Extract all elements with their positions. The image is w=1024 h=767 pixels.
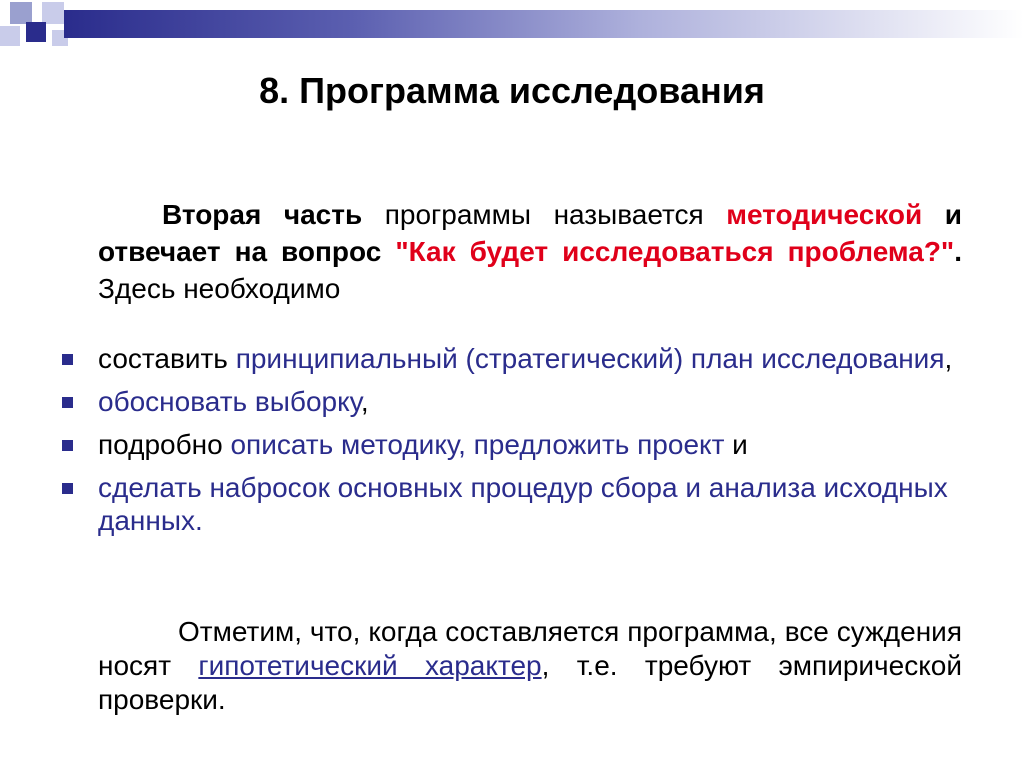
decor-square: [0, 26, 20, 46]
item-text: ,: [944, 343, 953, 374]
decor-square: [42, 2, 64, 24]
intro-text: программы называется: [362, 199, 727, 230]
list-item: [60, 428, 960, 461]
conclusion-text: , т.е. требуют эмпирической проверки.: [98, 650, 962, 715]
intro-period: .: [954, 236, 962, 267]
item-text: подробно: [98, 429, 231, 460]
item-highlight: обосновать выборку: [98, 386, 361, 417]
decor-square: [26, 22, 46, 42]
item-highlight: сделать набросок основных процедур сбора и анализа исходных данных.: [98, 472, 948, 536]
intro-emphasis: Вторая часть: [162, 199, 363, 230]
list-item: [60, 385, 960, 418]
hypothetical-link[interactable]: гипотетический характер: [198, 650, 542, 681]
task-list: [60, 342, 960, 547]
conclusion-text: Отметим, что, когда составляется программа, все суждения носят: [98, 616, 962, 681]
slide-title: 8. Программа исследования: [259, 70, 765, 111]
bullet-square-icon: [62, 354, 73, 365]
intro-emphasis: и отвечает на вопрос: [98, 199, 962, 267]
item-highlight: принципиальный (стратегический) план исследования: [235, 343, 945, 374]
bullet-square-icon: [62, 397, 73, 408]
list-item: [60, 342, 960, 375]
item-text: и: [724, 429, 748, 460]
header-gradient-bar: [64, 10, 1024, 38]
intro-text: Здесь необходимо: [98, 273, 341, 304]
intro-highlight: методической: [726, 199, 923, 230]
intro-question: "Как будет исследоваться проблема?": [395, 236, 955, 267]
decor-square: [10, 2, 32, 24]
item-text: ,: [360, 386, 369, 417]
bullet-square-icon: [62, 440, 73, 451]
bullet-square-icon: [62, 483, 73, 494]
item-text: составить: [98, 343, 236, 374]
conclusion-paragraph: [98, 615, 962, 717]
list-item: [60, 471, 960, 537]
item-highlight: описать методику, предложить проект: [230, 429, 725, 460]
intro-paragraph: [98, 196, 962, 307]
